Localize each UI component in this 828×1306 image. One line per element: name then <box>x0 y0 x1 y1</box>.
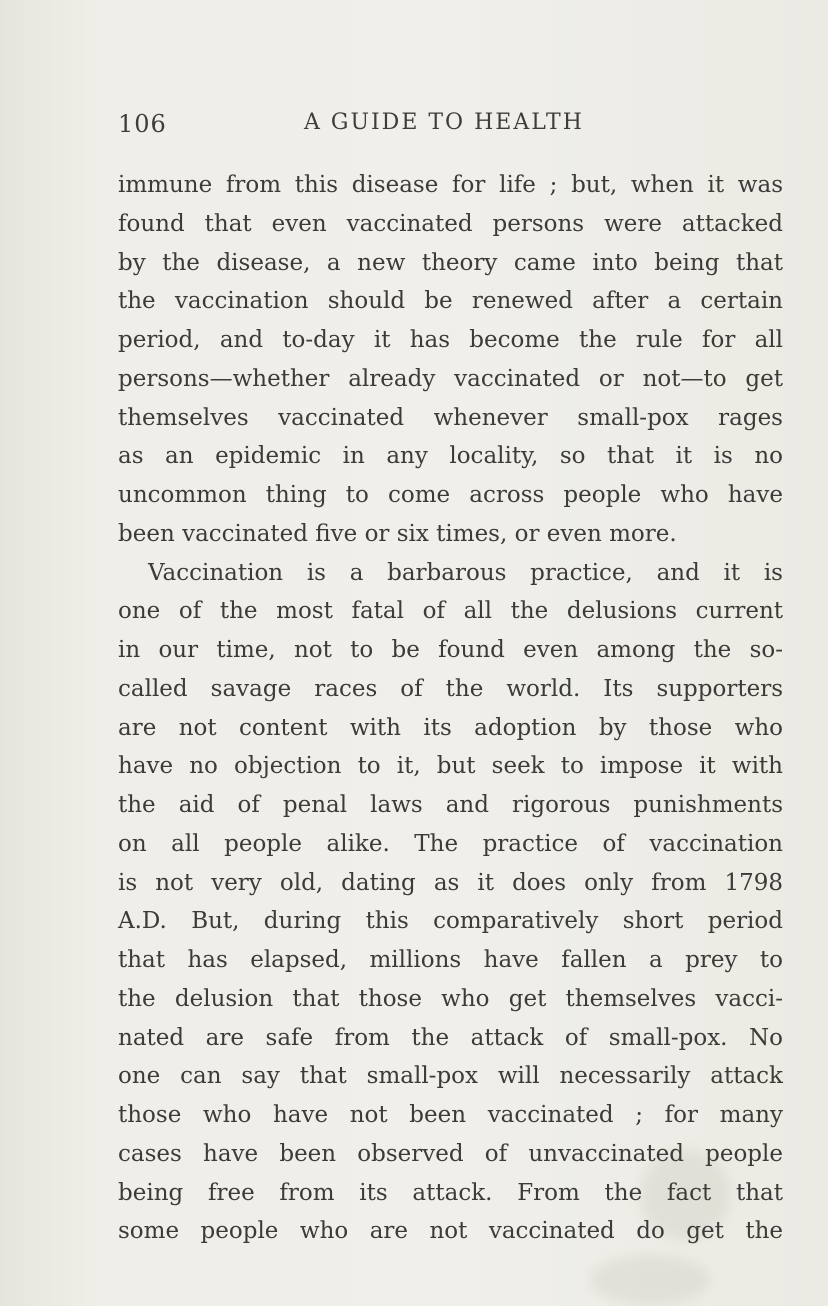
text-line: in our time, not to be found even among the so- <box>118 637 783 663</box>
body-text <box>118 166 783 1251</box>
text-line: one of the most fatal of all the delusions current <box>118 598 783 625</box>
text-line: immune from this disease for life ; but, when it was <box>118 172 783 198</box>
text-line: by the disease, a new theory came into being that <box>118 249 783 276</box>
text-line: is not very old, dating as it does only from 1798 <box>118 869 783 896</box>
text-line: A.D. But, during this comparatively short period <box>118 908 783 935</box>
text-line: themselves vaccinated whenever small-pox rages <box>118 404 783 431</box>
text-line: on all people alike. The practice of vaccination <box>118 830 783 857</box>
page-stain <box>590 1255 710 1305</box>
text-line: are not content with its adoption by those who <box>118 714 783 741</box>
text-line: that has elapsed, millions have fallen a prey to <box>118 947 783 973</box>
text-line: some people who are not vaccinated do get the <box>118 1218 783 1245</box>
text-line: uncommon thing to come across people who have <box>118 482 783 508</box>
text-line: as an epidemic in any locality, so that it is no <box>118 443 783 470</box>
text-line: those who have not been vaccinated ; for many <box>118 1102 783 1128</box>
page-number: 106 <box>118 110 167 138</box>
text-line: called savage races of the world. Its supporters <box>118 675 783 702</box>
page-header <box>118 110 783 144</box>
text-line: the vaccination should be renewed after a certain <box>118 288 783 315</box>
paragraph-end-line: been vaccinated five or six times, or even more. <box>118 520 677 547</box>
text-line: being free from its attack. From the fact that <box>118 1179 783 1206</box>
text-line: found that even vaccinated persons were attacked <box>118 210 783 237</box>
text-line: the delusion that those who get themselves vacci- <box>118 985 783 1012</box>
paragraph-start-line: Vaccination is a barbarous practice, and it is <box>148 559 783 586</box>
text-line: have no objection to it, but seek to impose it with <box>118 753 783 780</box>
text-line: period, and to-day it has become the rule for all <box>118 327 783 353</box>
running-head: A GUIDE TO HEALTH <box>304 110 584 135</box>
text-line: cases have been observed of unvaccinated people <box>118 1140 783 1167</box>
text-line: persons—whether already vaccinated or not—to get <box>118 365 783 392</box>
text-line: the aid of penal laws and rigorous punishments <box>118 792 783 818</box>
text-line: one can say that small-pox will necessarily attack <box>118 1063 783 1090</box>
text-line: nated are safe from the attack of small-pox. No <box>118 1024 783 1051</box>
